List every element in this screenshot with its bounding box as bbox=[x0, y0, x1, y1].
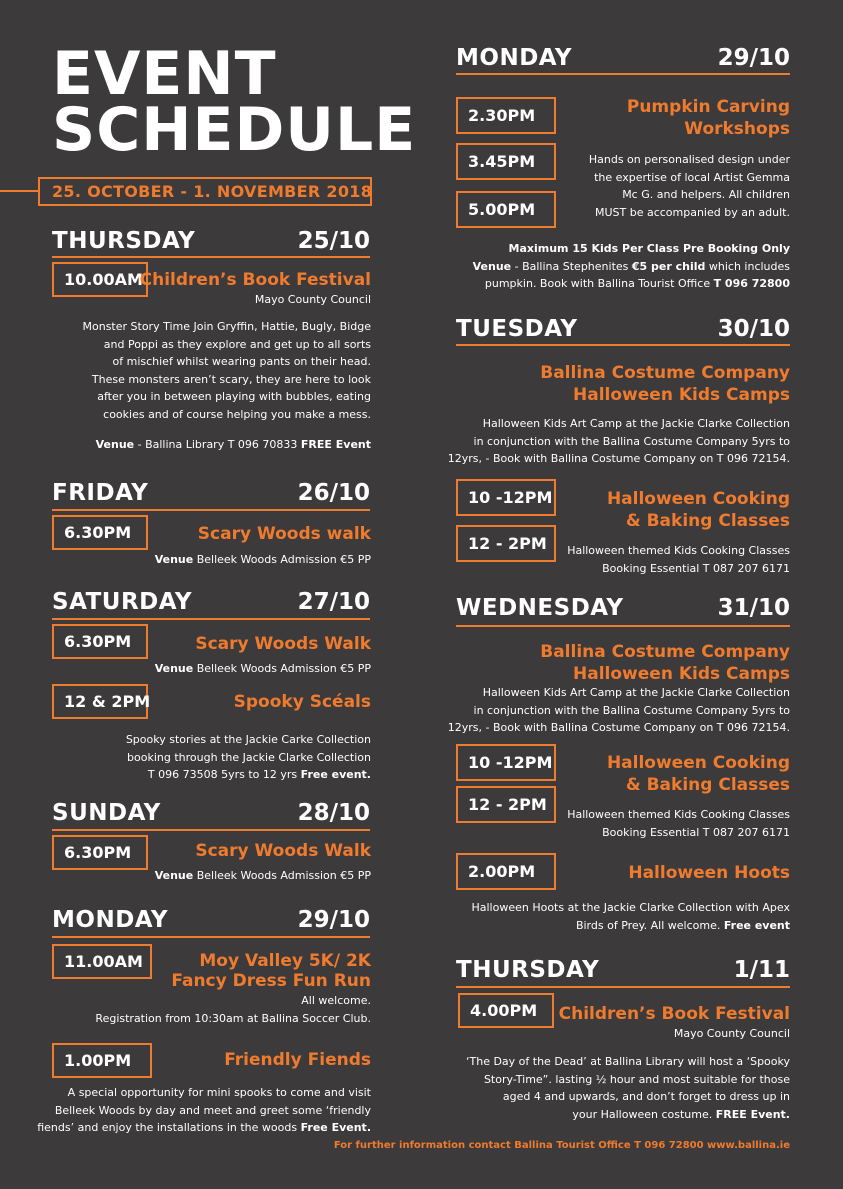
event-title: Fancy Dress Fun Run bbox=[171, 971, 371, 991]
event-description bbox=[37, 1084, 371, 1137]
day-date: 27/10 bbox=[297, 589, 370, 615]
time-box: 11.00AM bbox=[52, 944, 152, 979]
event-title: Halloween Kids Camps bbox=[573, 385, 790, 405]
venue-label: Venue bbox=[95, 438, 135, 451]
event-title: & Baking Classes bbox=[625, 775, 790, 795]
title-line-2: SCHEDULE bbox=[52, 95, 417, 165]
free-event: Free event. bbox=[300, 768, 371, 781]
max-line bbox=[473, 240, 790, 258]
desc-line: Mc G. and helpers. All children bbox=[622, 188, 790, 201]
title-line-1: EVENT bbox=[52, 39, 277, 109]
desc-line: These monsters aren’t scary, they are here to look bbox=[91, 372, 371, 386]
day-date: 31/10 bbox=[717, 595, 790, 621]
desc-line: aged 4 and upwards, and don’t forget to dress up in bbox=[502, 1090, 790, 1103]
desc-line: of mischief whilst wearing pants on their head. bbox=[112, 355, 371, 368]
desc-line: All welcome. bbox=[301, 994, 371, 1007]
event-title: Children’s Book Festival bbox=[558, 1004, 790, 1024]
time-box: 10.00AM bbox=[52, 262, 148, 297]
day-heading: SUNDAY bbox=[52, 800, 161, 826]
event-description bbox=[567, 542, 790, 577]
day-date: 25/10 bbox=[297, 228, 370, 254]
venue-label: Venue bbox=[154, 553, 194, 566]
day-heading: THURSDAY bbox=[52, 228, 196, 254]
desc-line: Halloween Kids Art Camp at the Jackie Clarke Collection bbox=[482, 417, 790, 430]
time-box: 10 -12PM bbox=[456, 744, 556, 781]
event-title: & Baking Classes bbox=[625, 511, 790, 531]
desc-line: 12yrs, - Book with Ballina Costume Company on T 096 72154. bbox=[447, 721, 790, 734]
event-title: Spooky Scéals bbox=[233, 692, 371, 712]
desc-line: the expertise of local Artist Gemma bbox=[594, 170, 790, 184]
event-description bbox=[448, 415, 790, 468]
event-title: Friendly Fiends bbox=[224, 1050, 371, 1070]
free-event: FREE Event bbox=[300, 438, 371, 451]
day-rule bbox=[52, 618, 370, 620]
day-rule bbox=[456, 73, 790, 75]
event-title: Workshops bbox=[684, 119, 790, 139]
venue-text: Belleek Woods Admission €5 PP bbox=[193, 553, 371, 566]
day-rule bbox=[456, 986, 790, 988]
day-date: 28/10 bbox=[297, 800, 370, 826]
event-title: Halloween Cooking bbox=[606, 489, 790, 509]
free-event: Free event bbox=[723, 918, 790, 932]
footer-contact: For further information contact Ballina Tourist Office T 096 72800 www.ballina.ie bbox=[333, 1140, 790, 1151]
event-title: Scary Woods Walk bbox=[195, 634, 371, 654]
venue-text: which includes bbox=[705, 259, 790, 273]
time-box: 12 - 2PM bbox=[456, 786, 556, 823]
day-date: 29/10 bbox=[717, 45, 790, 71]
venue-line bbox=[155, 660, 371, 678]
event-description bbox=[589, 151, 790, 221]
venue-text: - Ballina Library T 096 70833 bbox=[134, 438, 301, 451]
desc-text: fiends’ and enjoy the installations in the woods bbox=[37, 1121, 301, 1134]
venue-label: Venue bbox=[154, 662, 194, 675]
venue-line bbox=[155, 551, 371, 569]
day-heading: SATURDAY bbox=[52, 589, 193, 615]
event-description bbox=[95, 992, 371, 1027]
desc-line bbox=[466, 1106, 790, 1124]
max-kids: Maximum 15 Kids Per Class Pre Booking Only bbox=[508, 242, 790, 255]
event-title: Halloween Cooking bbox=[606, 753, 790, 773]
event-title: Halloween Kids Camps bbox=[573, 664, 790, 684]
desc-line: A special opportunity for mini spooks to come and visit bbox=[67, 1086, 371, 1099]
venue-line bbox=[473, 258, 790, 276]
time-box: 1.00PM bbox=[52, 1043, 152, 1078]
day-date: 29/10 bbox=[297, 907, 370, 933]
desc-line bbox=[37, 1119, 371, 1137]
event-description bbox=[448, 684, 790, 737]
desc-line: Belleek Woods by day and meet and greet some ‘friendly bbox=[54, 1103, 371, 1117]
desc-line: ‘The Day of the Dead’ at Ballina Library will host a ‘Spooky bbox=[466, 1055, 790, 1068]
desc-line: after you in between playing with bubbles, eating bbox=[97, 390, 371, 403]
contact-text: T 096 73508 5yrs to 12 yrs bbox=[147, 768, 301, 781]
event-title: Children’s Book Festival bbox=[139, 270, 371, 290]
date-range: 25. OCTOBER - 1. NOVEMBER 2018 bbox=[52, 182, 373, 201]
desc-line: cookies and of course helping you make a mess. bbox=[103, 407, 371, 421]
day-rule bbox=[456, 625, 790, 627]
booking-info bbox=[473, 240, 790, 293]
event-title: Scary Woods Walk bbox=[195, 841, 371, 861]
desc-line: Halloween themed Kids Cooking Classes bbox=[567, 808, 790, 821]
desc-line: Booking Essential T 087 207 6171 bbox=[602, 561, 790, 575]
venue-text: Belleek Woods Admission €5 PP bbox=[193, 869, 371, 882]
time-box: 6.30PM bbox=[52, 835, 148, 870]
price: €5 per child bbox=[631, 259, 706, 273]
day-rule bbox=[52, 509, 370, 511]
desc-line: booking through the Jackie Clarke Collection bbox=[127, 750, 371, 764]
day-heading: MONDAY bbox=[52, 907, 169, 933]
time-box: 3.45PM bbox=[456, 143, 556, 180]
event-organizer: Mayo County Council bbox=[673, 1027, 790, 1040]
desc-line: Halloween Hoots at the Jackie Clarke Collection with Apex bbox=[471, 901, 790, 914]
venue-label: Venue bbox=[154, 869, 194, 882]
day-heading: WEDNESDAY bbox=[456, 595, 624, 621]
book-text: pumpkin. Book with Ballina Tourist Office bbox=[484, 277, 714, 290]
time-box: 12 & 2PM bbox=[52, 684, 148, 719]
event-description bbox=[126, 731, 371, 784]
time-box: 12 - 2PM bbox=[456, 525, 556, 562]
desc-line bbox=[471, 917, 790, 935]
day-rule bbox=[456, 344, 790, 346]
event-title: Scary Woods walk bbox=[197, 524, 371, 544]
free-event: FREE Event. bbox=[715, 1107, 790, 1121]
book-phone: T 096 72800 bbox=[713, 277, 790, 290]
event-title: Moy Valley 5K/ 2K bbox=[199, 951, 371, 971]
desc-line: Monster Story Time Join Gryffin, Hattie, Bugly, Bidge bbox=[82, 320, 371, 333]
free-event: Free Event. bbox=[300, 1121, 371, 1134]
event-description bbox=[83, 318, 372, 423]
desc-text: Birds of Prey. All welcome. bbox=[575, 918, 724, 932]
day-heading: FRIDAY bbox=[52, 480, 149, 506]
event-description bbox=[471, 899, 790, 934]
desc-line: Halloween Kids Art Camp at the Jackie Clarke Collection bbox=[482, 686, 790, 699]
time-box: 6.30PM bbox=[52, 515, 148, 550]
desc-line: in conjunction with the Ballina Costume Company 5yrs to bbox=[473, 703, 790, 717]
venue-text: - Ballina Stephenites bbox=[511, 259, 632, 273]
desc-line: in conjunction with the Ballina Costume Company 5yrs to bbox=[473, 434, 790, 448]
desc-line: Registration from 10:30am at Ballina Soccer Club. bbox=[95, 1011, 371, 1025]
date-range-line bbox=[0, 190, 38, 192]
day-rule bbox=[52, 829, 370, 831]
desc-line: Spooky stories at the Jackie Carke Collection bbox=[125, 733, 371, 746]
time-box: 6.30PM bbox=[52, 624, 148, 659]
day-heading: TUESDAY bbox=[456, 316, 578, 342]
event-description bbox=[567, 806, 790, 841]
venue-text: Belleek Woods Admission €5 PP bbox=[193, 662, 371, 675]
event-title: Ballina Costume Company bbox=[540, 363, 790, 383]
desc-line: MUST be accompanied by an adult. bbox=[594, 205, 790, 219]
event-title: Halloween Hoots bbox=[628, 863, 790, 883]
time-box: 4.00PM bbox=[458, 993, 554, 1028]
day-heading: THURSDAY bbox=[456, 957, 600, 983]
desc-line: Booking Essential T 087 207 6171 bbox=[602, 825, 790, 839]
event-title: Pumpkin Carving bbox=[626, 97, 790, 117]
venue-line bbox=[155, 867, 371, 885]
day-date: 30/10 bbox=[717, 316, 790, 342]
event-title: Ballina Costume Company bbox=[540, 642, 790, 662]
desc-text: your Halloween costume. bbox=[572, 1107, 716, 1121]
desc-line bbox=[126, 766, 371, 784]
desc-line: Hands on personalised design under bbox=[588, 153, 790, 166]
day-rule bbox=[52, 256, 370, 258]
time-box: 5.00PM bbox=[456, 191, 556, 228]
time-box: 2.30PM bbox=[456, 97, 556, 134]
venue-line bbox=[96, 436, 371, 454]
desc-line: 12yrs, - Book with Ballina Costume Company on T 096 72154. bbox=[447, 452, 790, 465]
venue-label: Venue bbox=[472, 259, 512, 273]
day-date: 26/10 bbox=[297, 480, 370, 506]
desc-line: and Poppi as they explore and get up to all sorts bbox=[103, 337, 371, 351]
day-rule bbox=[52, 936, 370, 938]
event-description bbox=[466, 1053, 790, 1123]
desc-line: Story-Time”. lasting ½ hour and most suitable for those bbox=[483, 1072, 790, 1086]
time-box: 2.00PM bbox=[456, 853, 556, 890]
event-organizer: Mayo County Council bbox=[254, 293, 371, 306]
day-heading: MONDAY bbox=[456, 45, 573, 71]
day-date: 1/11 bbox=[733, 957, 790, 983]
book-line bbox=[473, 275, 790, 293]
time-box: 10 -12PM bbox=[456, 479, 556, 516]
desc-line: Halloween themed Kids Cooking Classes bbox=[567, 544, 790, 557]
